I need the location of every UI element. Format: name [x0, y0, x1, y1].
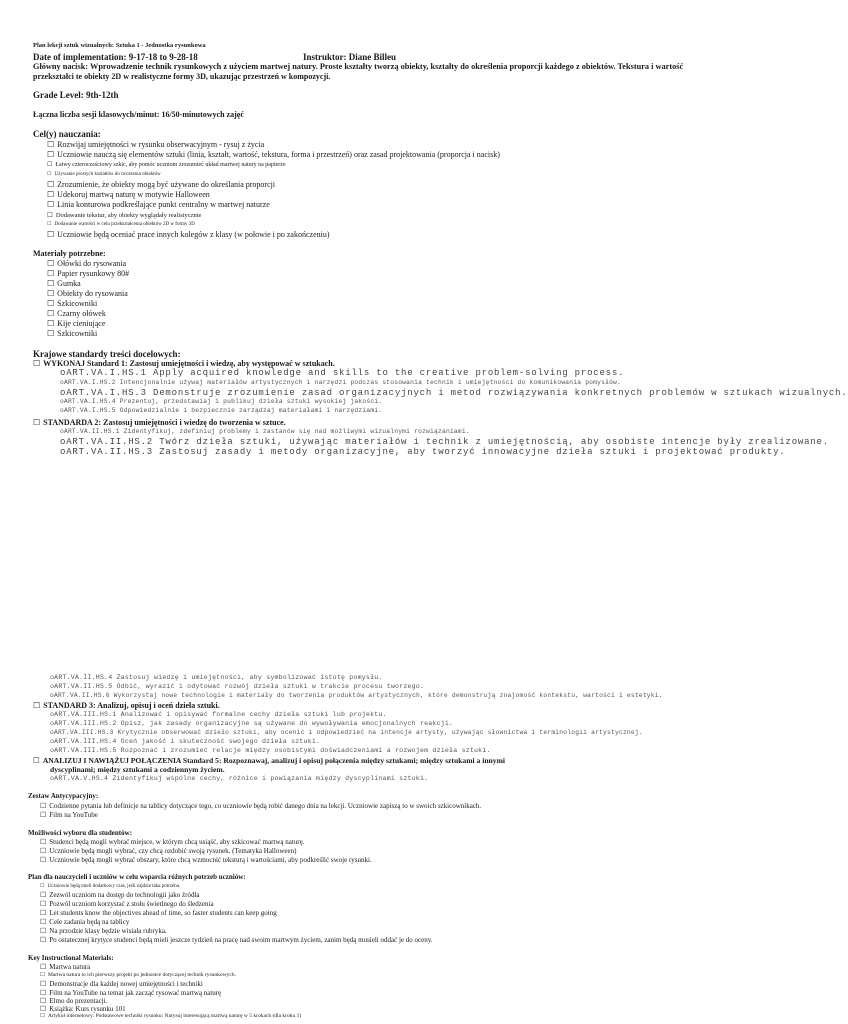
standard-item: oART.VA.III.HS.1 Analizować i opisywać formalne cechy dzieła sztuki lub projektu. [50, 711, 387, 718]
choice-item: ☐ Uczniowie będą mogli wybrać obszary, które chcą wzmocnić teksturą i wartościami, aby podkreślić swoje rysunki. [40, 856, 372, 864]
standard-item: oART.VA.I.HS.1 Apply acquired knowledge and skills to the creative problem-solving process. [60, 368, 625, 378]
choice-item: ☐ Studenci będą mogli wybrać miejsce, w którym chcą usiąść, aby szkicować martwą naturę. [40, 838, 305, 846]
goal-item: ☐ Uczniowie będą oceniać prace innych kolegów z klasy (w połowie i po zakończeniu) [47, 230, 330, 239]
key-material-item: ☐ Martwa natura [40, 963, 90, 971]
standard-5: ☐ ANALIZUJ I NAWIĄŻUJ POŁĄCZENIA Standard 5: Rozpoznawaj, analizuj i opisuj połączenia między sztukami; między sztukami a innymi [33, 756, 505, 765]
material-item: ☐ Ołówki do rysowania [47, 259, 126, 268]
implementation-dates: Date of implementation: 9-17-18 to 9-28-18 [33, 52, 198, 62]
support-item: ☐ Zezwól uczniom na dostęp do technologii jako źródła [40, 891, 200, 899]
support-item: ☐ Pozwól uczniom korzystać z stołu świetlnego do śledzenia [40, 900, 214, 908]
standard-item: oART.VA.I.HS.2 Intencjonalnie używaj materiałów artystycznych i narzędzi podczas stosowania technik i umiejętności do komunikowania pomysłów. [60, 379, 622, 386]
anticipatory-heading: Zestaw Antycypacyjny: [28, 792, 99, 800]
grade-level: Grade Level: 9th-12th [33, 90, 119, 100]
goal-item: ☐ Używanie prostych kształtów do tworzenia obiektów [47, 171, 161, 177]
standard-item: oART.VA.III.HS.3 Krytycznie obserwować dzieło sztuki, aby ocenić i odpowiedzieć na intencje artysty, używając słownictwa i terminologii artystycznej. [50, 729, 643, 736]
lesson-title: Plan lekcji sztuk wizualnych: Sztuka 1 - Jednostka rysunkowa [33, 42, 206, 49]
standard-item: oART.VA.III.HS.2 Opisz, jak zasady organizacyjne są używane do wywoływania emocjonalnych reakcji. [50, 720, 454, 727]
key-material-item: ☐ Film na YouTube na temat jak zacząć rysować martwą naturę [40, 989, 221, 997]
support-item: ☐ Po ostatecznej krytyce studenci będą mieli jeszcze tydzień na pracę nad swoim martwym życiem, zanim będą musieli oddać je do oceny. [40, 936, 433, 944]
standard-item: oART.VA.II.HS.3 Zastosuj zasady i metody organizacyjne, aby tworzyć innowacyjne dzieła sztuki i projektować produkty. [60, 447, 786, 457]
standard-item: oART.VA.II.HS.2 Twórz dzieła sztuki, używając materiałów i technik z umiejętnością, aby osobiste intencje były zrealizowane. [60, 437, 829, 447]
goals-heading: Cel(y) nauczania: [33, 129, 101, 139]
standard-item: oART.VA.I.HS.4 Prezentuj, przedstawiaj i publikuj dzieła sztuki wysokiej jakości. [60, 398, 383, 405]
key-material-item: ☐ Artykuł internetowy: Podstawowe techniki rysunku: Narysuj interesującą martwą naturę w 5 krokach (dla kroku 1) [40, 1013, 301, 1019]
support-item: ☐ Na przodzie klasy będzie wisiała rubryka. [40, 927, 167, 935]
session-count: Łączna liczba sesji klasowych/minut: 16/50-minutowych zajęć [33, 110, 244, 119]
standard-item: oART.VA.III.HS.4 Oceń jakość i skuteczność swojego dzieła sztuki. [50, 738, 321, 745]
material-item: ☐ Szkicowniki [47, 329, 97, 338]
support-item: ☐ Cele zadania będą na tablicy [40, 918, 129, 926]
goal-item: ☐ Linia konturowa podkreślające punkt centralny w martwej naturze [47, 200, 270, 209]
material-item: ☐ Gumka [47, 279, 81, 288]
standard-item: oART.VA.II.HS.6 Wykorzystaj nowe technologie i materiały do tworzenia produktów artystycznych, które demonstrują znajomość kontekstu, wartości i estetyki. [50, 692, 663, 699]
main-focus-line-1: Główny nacisk: Wprowadzenie technik rysunkowych z użyciem martwej natury. Proste kształty tworzą obiekty, kształty do określenia proporcji każdego z obiektów. Tekstura i wartość [33, 62, 684, 71]
key-materials-heading: Key Instructional Materials: [28, 954, 114, 962]
standard-item: oART.VA.II.HS.4 Zastosuj wiedzę i umiejętności, aby symbolizować istotę pomysłu. [50, 674, 383, 681]
material-item: ☐ Kije cieniujące [47, 319, 105, 328]
choice-heading: Możliwości wyboru dla studentów: [28, 829, 133, 837]
goal-item: ☐ Dodawanie wartości w celu przekształcenia obiektów 2D w formy 3D [47, 221, 195, 227]
support-item: ☐ Let students know the objectives ahead of time, so faster students can keep going [40, 909, 277, 917]
standard-1: ☐ WYKONAJ Standard 1: Zastosuj umiejętności i wiedzę, aby występować w sztukach. [33, 359, 335, 368]
instructor-name: Instruktor: Diane Billeu [303, 52, 397, 62]
standard-item: oART.VA.V.HS.4 Zidentyfikuj wspólne cechy, różnice i powiązania między dyscyplinami sztuki. [50, 775, 429, 782]
goal-item: ☐ Uczniowie nauczą się elementów sztuki (linia, kształt, wartość, tekstura, forma i przestrzeń) oraz zasad projektowania (proporcja i nacisk) [47, 150, 500, 159]
standard-2: ☐ STANDARDA 2: Zastosuj umiejętności i wiedzę do tworzenia w sztuce. [33, 418, 286, 427]
goal-item: ☐ Dodawanie tekstur, aby obiekty wyglądały realistycznie [47, 211, 201, 219]
standards-heading: Krajowe standardy treści docelowych: [33, 349, 181, 359]
key-material-item: ☐ Demonstracje dla każdej nowej umiejętności i techniki [40, 980, 203, 988]
material-item: ☐ Szkicowniki [47, 299, 97, 308]
standard-3: ☐ STANDARD 3: Analizuj, opisuj i oceń dzieła sztuki. [33, 701, 220, 710]
anticipatory-item: ☐ Film na YouTube [40, 811, 98, 819]
materials-heading: Materiały potrzebne: [33, 249, 106, 258]
key-material-item: ☐ Elmo do prezentacji. [40, 997, 107, 1005]
key-material-item: ☐ Książka: Kurs rysunku 101 [40, 1005, 126, 1013]
support-item: ☐ Uczniowie będą mieli dodatkowy czas, jeśli zajdzie taka potrzeba. [40, 883, 180, 889]
standard-item: oART.VA.I.HS.5 Odpowiedzialnie i bezpiecznie zarządzaj materiałami i narzędziami. [60, 407, 383, 414]
standard-item: oART.VA.II.HS.1 Zidentyfikuj, zdefiniuj problemy i zastanów się nad możliwymi wizualnymi rozwiązaniami. [60, 428, 470, 435]
standard-item: oART.VA.III.HS.5 Rozpoznać i zrozumieć relacje między osobistymi doświadczeniami a rozwojem dzieła sztuki. [50, 747, 491, 754]
standard-item: oART.VA.I.HS.3 Demonstruje zrozumienie zasad organizacyjnych i metod rozwiązywania konkretnych problemów w sztukach wizualnych. [60, 388, 848, 398]
goal-item: ☐ Łatwy czterocześciowy szkic, aby pomóc uczniom zrozumieć układ martwej natury na papierze [47, 161, 286, 168]
standard-item: oART.VA.II.HS.5 Odbić, wyrazić i odytować rozwój dzieła sztuki w trakcie procesu tworzego. [50, 683, 425, 690]
goal-item: ☐ Rozwijaj umiejętności w rysunku obserwacyjnym - rysuj z życia [47, 140, 264, 149]
goal-item: ☐ Udekoruj martwą naturę w motywie Halloween [47, 190, 210, 199]
support-heading: Plan dla nauczycieli i uczniów w celu wsparcia różnych potrzeb uczniów: [28, 873, 246, 881]
main-focus-line-2: przekształci te obiekty 2D w realistyczne formy 3D, ukazując przestrzeń w kompozycji. [33, 72, 331, 81]
material-item: ☐ Papier rysunkowy 80# [47, 269, 129, 278]
material-item: ☐ Obiekty do rysowania [47, 289, 128, 298]
material-item: ☐ Czarny ołówek [47, 309, 106, 318]
anticipatory-item: ☐ Codzienne pytania lub definicje na tablicy dotyczące tego, co uczniowie będą robić danego dnia na lekcji. Uczniowie zapiszą to w swoich szkicownikach. [40, 802, 481, 810]
choice-item: ☐ Uczniowie będą mogli wybrać, czy chcą ozdobić swoją rysunek. (Tematyka Halloween) [40, 847, 296, 855]
key-material-item: ☐ Martwa natura to ich pierwszy projekt po jednostce dotyczącej technik rysunkowych. [40, 972, 236, 978]
goal-item: ☐ Zrozumienie, że obiekty mogą być używane do określania proporcji [47, 180, 275, 189]
standard-5-cont: dyscyplinami; między sztukami a codziennym życiem. [50, 765, 225, 774]
